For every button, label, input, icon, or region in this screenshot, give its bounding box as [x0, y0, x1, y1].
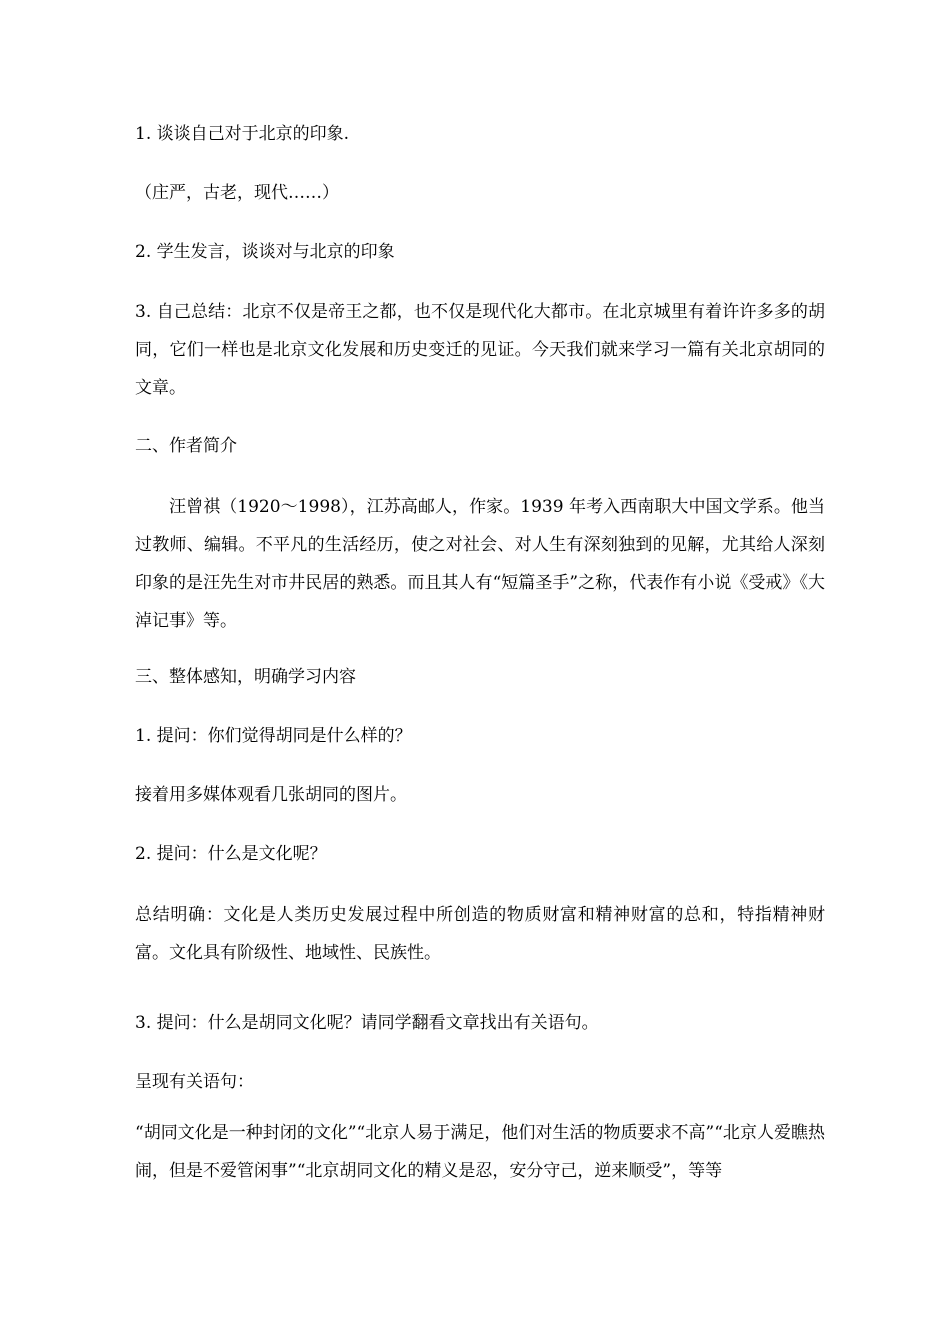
paragraph-question-hutong: 1. 提问：你们觉得胡同是什么样的？ — [135, 726, 412, 746]
section-heading-author: 二、作者简介 — [135, 436, 237, 456]
paragraph-impression-keywords: （庄严，古老，现代……） — [135, 183, 339, 203]
paragraph-multimedia: 接着用多媒体观看几张胡同的图片。 — [135, 785, 407, 805]
paragraph-student-speech: 2. 学生发言，谈谈对与北京的印象 — [135, 242, 395, 262]
paragraph-culture-definition: 总结明确：文化是人类历史发展过程中所创造的物质财富和精神财富的总和，特指精神财富。文化具有阶级性、地域性、民族性。 — [135, 905, 825, 963]
paragraph-quoted-sentences: “胡同文化是一种封闭的文化”“北京人易于满足，他们对生活的物质要求不高”“北京人爱瞧热闹，但是不爱管闲事”“北京胡同文化的精义是忍，安分守己，逆来顺受”，等等 — [135, 1123, 825, 1181]
paragraph-question-culture: 2. 提问：什么是文化呢？ — [135, 844, 327, 864]
paragraph-impression-question: 1. 谈谈自己对于北京的印象. — [135, 124, 350, 144]
paragraph-present-sentences: 呈现有关语句： — [135, 1072, 254, 1092]
section-heading-overall: 三、整体感知，明确学习内容 — [135, 667, 356, 687]
paragraph-author-intro: 汪曾祺（1920～1998），江苏高邮人，作家。1939 年考入西南职大中国文学系。他当过教师、编辑。不平凡的生活经历，使之对社会、对人生有深刻独到的见解，尤其给人深刻印象的是汪先生对市井民居的熟悉。而且其人有“短篇圣手”之称，代表作有小说《受戒》《大淖记事》等。 — [135, 497, 825, 631]
paragraph-question-hutong-culture: 3. 提问：什么是胡同文化呢？请同学翻看文章找出有关语句。 — [135, 1013, 599, 1033]
paragraph-self-summary: 3. 自己总结：北京不仅是帝王之都，也不仅是现代化大都市。在北京城里有着许许多多的胡同，它们一样也是北京文化发展和历史变迁的见证。今天我们就来学习一篇有关北京胡同的文章。 — [135, 302, 825, 398]
